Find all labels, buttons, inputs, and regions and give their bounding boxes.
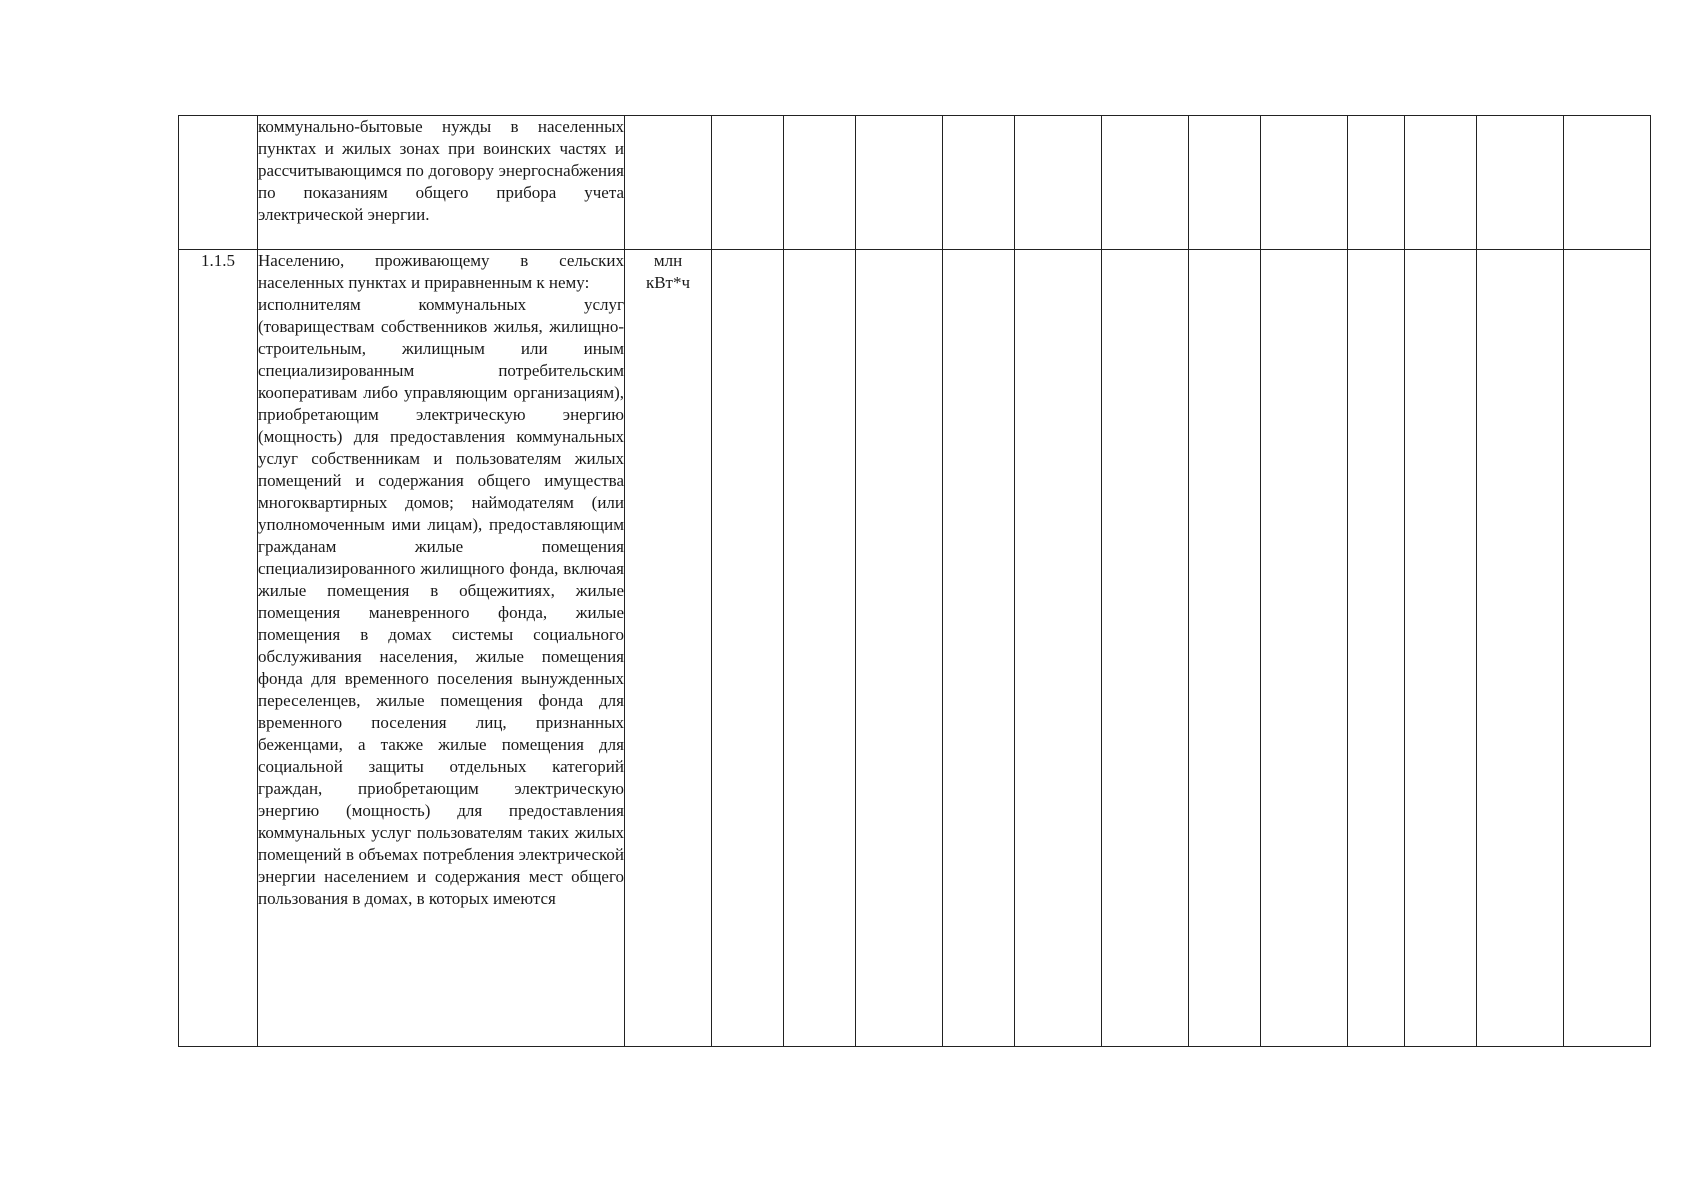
- empty-cell: [1102, 250, 1189, 1047]
- table-row: [179, 116, 1651, 250]
- empty-cell: [1261, 250, 1348, 1047]
- empty-cell: [943, 250, 1015, 1047]
- empty-cell: [1564, 116, 1651, 250]
- empty-cell: [1564, 250, 1651, 1047]
- row-number: 1.1.5: [179, 250, 258, 1047]
- empty-cell: [784, 116, 856, 250]
- unit-line-2: кВт*ч: [645, 273, 691, 292]
- empty-cell: [712, 250, 784, 1047]
- empty-cell: [712, 116, 784, 250]
- unit-cell: [625, 250, 712, 1047]
- empty-cell: [1015, 116, 1102, 250]
- empty-cell: [856, 250, 943, 1047]
- row-description: [258, 250, 625, 1047]
- description-paragraph: исполнителям коммунальных услуг (товариществам собственников жилья, жилищно-строительным, жилищным или иным специализированным потребительским кооперативам либо управляющим организациям), приобретающим электрическую энергию (мощность) для предоставления коммунальных услуг собственникам и пользователям жилых помещений и содержания общего имущества многоквартирных домов; наймодателям (или уполномоченным ими лицам), предоставляющим гражданам жилые помещения специализированного жилищного фонда, включая жилые помещения в общежитиях, жилые помещения маневренного фонда, жилые помещения в домах системы социального обслуживания населения, жилые помещения фонда для временного поселения вынужденных переселенцев, жилые помещения фонда для временного поселения лиц, признанных беженцами, а также жилые помещения для социальной защиты отдельных категорий граждан, приобретающим электрическую энергию (мощность) для предоставления коммунальных услуг пользователям таких жилых помещений в объемах потребления электрической энергии населением и содержания мест общего пользования в домах, в которых имеются: [258, 295, 624, 908]
- row-description: [258, 116, 625, 250]
- empty-cell: [1405, 250, 1477, 1047]
- empty-cell: [1405, 116, 1477, 250]
- empty-cell: [784, 250, 856, 1047]
- description-paragraph: Населению, проживающему в сельских населенных пунктах и приравненным к нему:: [258, 251, 624, 292]
- unit-cell: [625, 116, 712, 250]
- empty-cell: [1477, 250, 1564, 1047]
- empty-cell: [1189, 250, 1261, 1047]
- description-paragraph: коммунально-бытовые нужды в населенных пунктах и жилых зонах при воинских частях и рассчитывающимся по договору энергоснабжения по показаниям общего прибора учета электрической энергии.: [258, 117, 624, 224]
- empty-cell: [1015, 250, 1102, 1047]
- tariff-table: [178, 115, 1651, 1047]
- empty-cell: [1189, 116, 1261, 250]
- unit-line-1: млн: [653, 251, 683, 270]
- empty-cell: [1477, 116, 1564, 250]
- empty-cell: [1348, 116, 1405, 250]
- empty-cell: [1261, 116, 1348, 250]
- empty-cell: [856, 116, 943, 250]
- empty-cell: [1348, 250, 1405, 1047]
- table-row: [179, 250, 1651, 1047]
- empty-cell: [1102, 116, 1189, 250]
- empty-cell: [943, 116, 1015, 250]
- row-number: [179, 116, 258, 250]
